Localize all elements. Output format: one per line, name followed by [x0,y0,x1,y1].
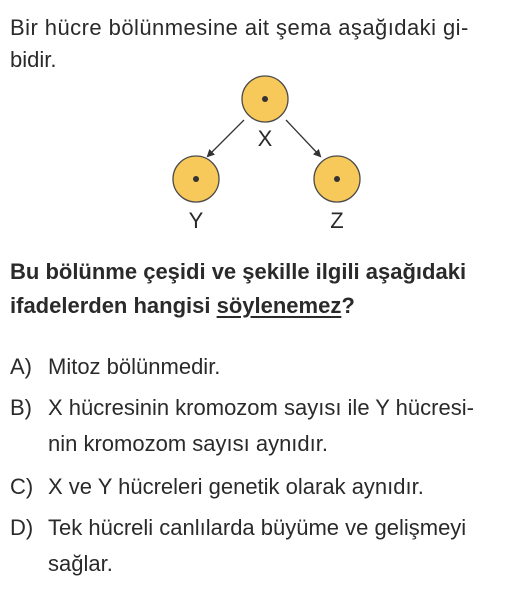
cell-y-label: Y [188,208,204,233]
cell-x-label: X [257,126,273,151]
option-d-text [48,510,522,582]
option-b-line-1: X hücresinin kromozom sayısı ile Y hücresi- [48,395,474,420]
stem-line-1: Bir hücre bölünmesine ait şema aşağıdaki gi- [10,15,469,40]
option-c-line-1: X ve Y hücreleri genetik olarak aynıdır. [48,474,424,499]
cell-division-diagram [150,72,400,238]
question-line-2 [10,289,522,323]
cell-z [314,156,360,202]
option-a-text [48,349,522,385]
arrow-x-to-z [286,120,320,156]
question-line-2-prefix: ifadelerden hangisi [10,293,217,318]
option-d-letter: D) [10,515,34,540]
stem-line-2: bidir. [10,47,57,72]
cell-y [173,156,219,202]
cell-x [242,76,288,122]
option-c-letter: C) [10,474,34,499]
cell-z-label: Z [330,208,344,233]
question-line-1: Bu bölünme çeşidi ve şekille ilgili aşağıdaki [10,259,467,284]
question-prompt [10,255,522,323]
option-d-line-2: sağlar. [48,551,113,576]
question-emphasis-underlined: söylenemez [216,293,342,318]
option-a-line-1: Mitoz bölünmedir. [48,354,221,379]
option-a-letter: A) [10,354,32,379]
option-b-line-2: nin kromozom sayısı aynıdır. [48,431,328,456]
arrow-x-to-y [208,120,244,156]
option-b-letter: B) [10,395,32,420]
question-line-2-suffix: ? [341,293,355,318]
question-stem [10,12,522,76]
option-d-line-1: Tek hücreli canlılarda büyüme ve gelişmeyi [48,515,467,540]
option-b-text [48,390,522,462]
option-c-text [48,469,522,505]
